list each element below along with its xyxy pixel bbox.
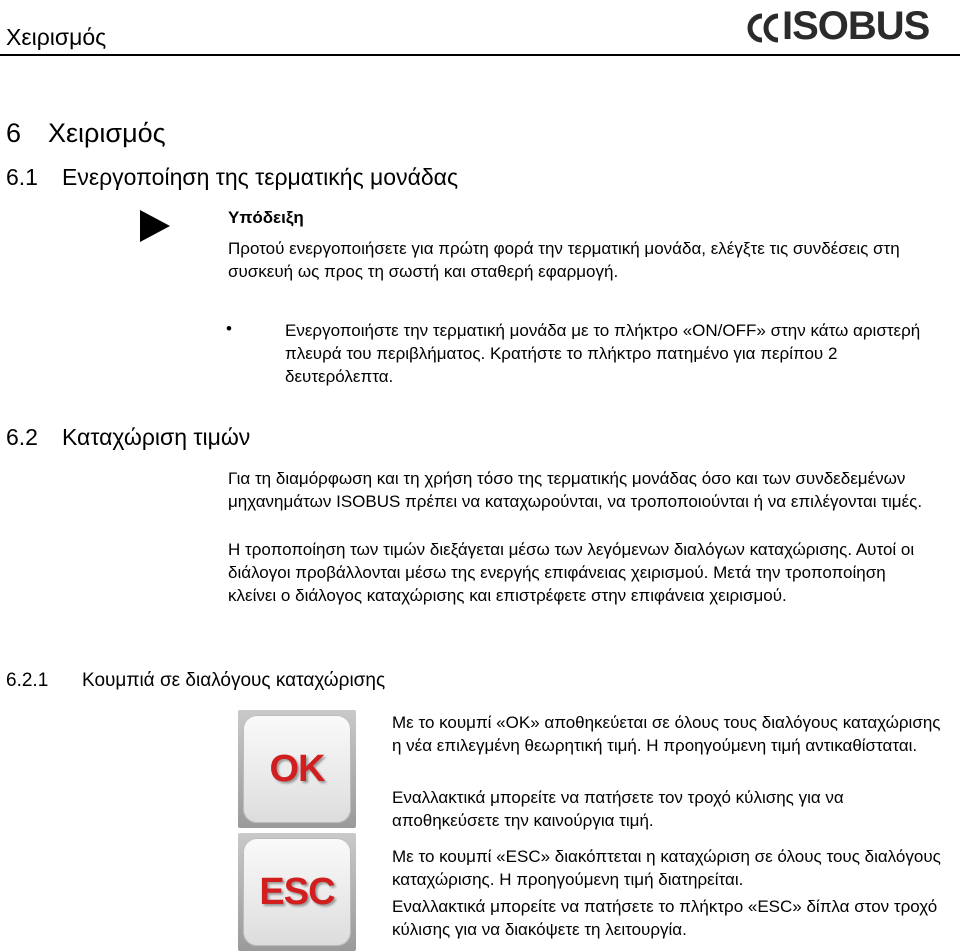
- bullet-text: Ενεργοποιήστε την τερματική μονάδα με το πλήκτρο «ON/OFF» στην κάτω αριστερή πλευρά του περιβλήματος. Κρατήστε το πλήκτρο πατημένο για περίπου 2 δευτερόλεπτα.: [285, 321, 921, 386]
- section-6-heading: [6, 118, 166, 149]
- section-number: 6.1: [6, 164, 38, 190]
- header-rule: [0, 54, 960, 56]
- header-title: Χειρισμός: [6, 24, 107, 50]
- section-number: 6.2: [6, 424, 38, 450]
- section-number: 6: [6, 118, 22, 148]
- section-title: Χειρισμός: [48, 118, 166, 148]
- cc-isobus-logo: [742, 6, 948, 46]
- note-body: Προτού ενεργοποιήσετε για πρώτη φορά την τερματική μονάδα, ελέγξτε τις συνδέσεις στη συσκευή ως προς τη σωστή και σταθερή εφαρμογή.: [228, 239, 900, 281]
- ok-description: Με το κουμπί «OK» αποθηκεύεται σε όλους τους διαλόγους καταχώρισης η νέα επιλεγμένη θεωρητική τιμή. Η προηγούμενη τιμή αντικαθίσταται.: [392, 713, 941, 755]
- bullet-dot: •: [226, 319, 232, 338]
- section-title: Καταχώριση τιμών: [62, 424, 251, 450]
- section-6-1-heading: [6, 164, 458, 191]
- arrow-right-icon: [140, 210, 170, 242]
- cc-logo-icon: [742, 12, 786, 44]
- paragraph: Η τροποποίηση των τιμών διεξάγεται μέσω των λεγόμενων διαλόγων καταχώρισης. Αυτοί οι διάλογοι προβάλλονται μέσω της ενεργής επιφάνειας χειρισμού. Μετά την τροποποίηση κλείνει ο διάλογος καταχώρισης και επιστρέφετε στην επιφάνεια χειρισμού.: [228, 540, 915, 605]
- paragraph: Για τη διαμόρφωση και τη χρήση τόσο της τερματικής μονάδας όσο και των συνδεδεμένων μηχανημάτων ISOBUS πρέπει να καταχωρούνται, να τροποποιούνται ή να επιλέγονται τιμές.: [228, 469, 923, 511]
- ok-button-label: OK: [269, 747, 325, 790]
- section-6-2-heading: [6, 424, 250, 451]
- esc-description: Με το κουμπί «ESC» διακόπτεται η καταχώριση σε όλους τους διαλόγους καταχώρισης. Η προηγούμενη τιμή διατηρείται.: [392, 847, 941, 889]
- section-6-2-1-heading: [6, 670, 385, 692]
- logo-text: ISOBUS: [782, 4, 930, 48]
- esc-button-image: [238, 833, 356, 951]
- ok-alternative: Εναλλακτικά μπορείτε να πατήσετε τον τροχό κύλισης για να αποθηκεύσετε την καινούργια τιμή.: [392, 788, 844, 830]
- ok-button-face: [243, 715, 351, 823]
- section-title: Κουμπιά σε διαλόγους καταχώρισης: [82, 670, 386, 691]
- note-title: Υπόδειξη: [228, 208, 304, 227]
- esc-button-label: ESC: [259, 870, 335, 913]
- esc-alternative: Εναλλακτικά μπορείτε να πατήσετε το πλήκτρο «ESC» δίπλα στον τροχό κύλισης για να διακόψετε τη λειτουργία.: [392, 897, 938, 939]
- section-number: 6.2.1: [6, 670, 49, 691]
- esc-button-face: [243, 838, 351, 946]
- ok-button-image: [238, 710, 356, 828]
- section-title: Ενεργοποίηση της τερματικής μονάδας: [62, 164, 459, 190]
